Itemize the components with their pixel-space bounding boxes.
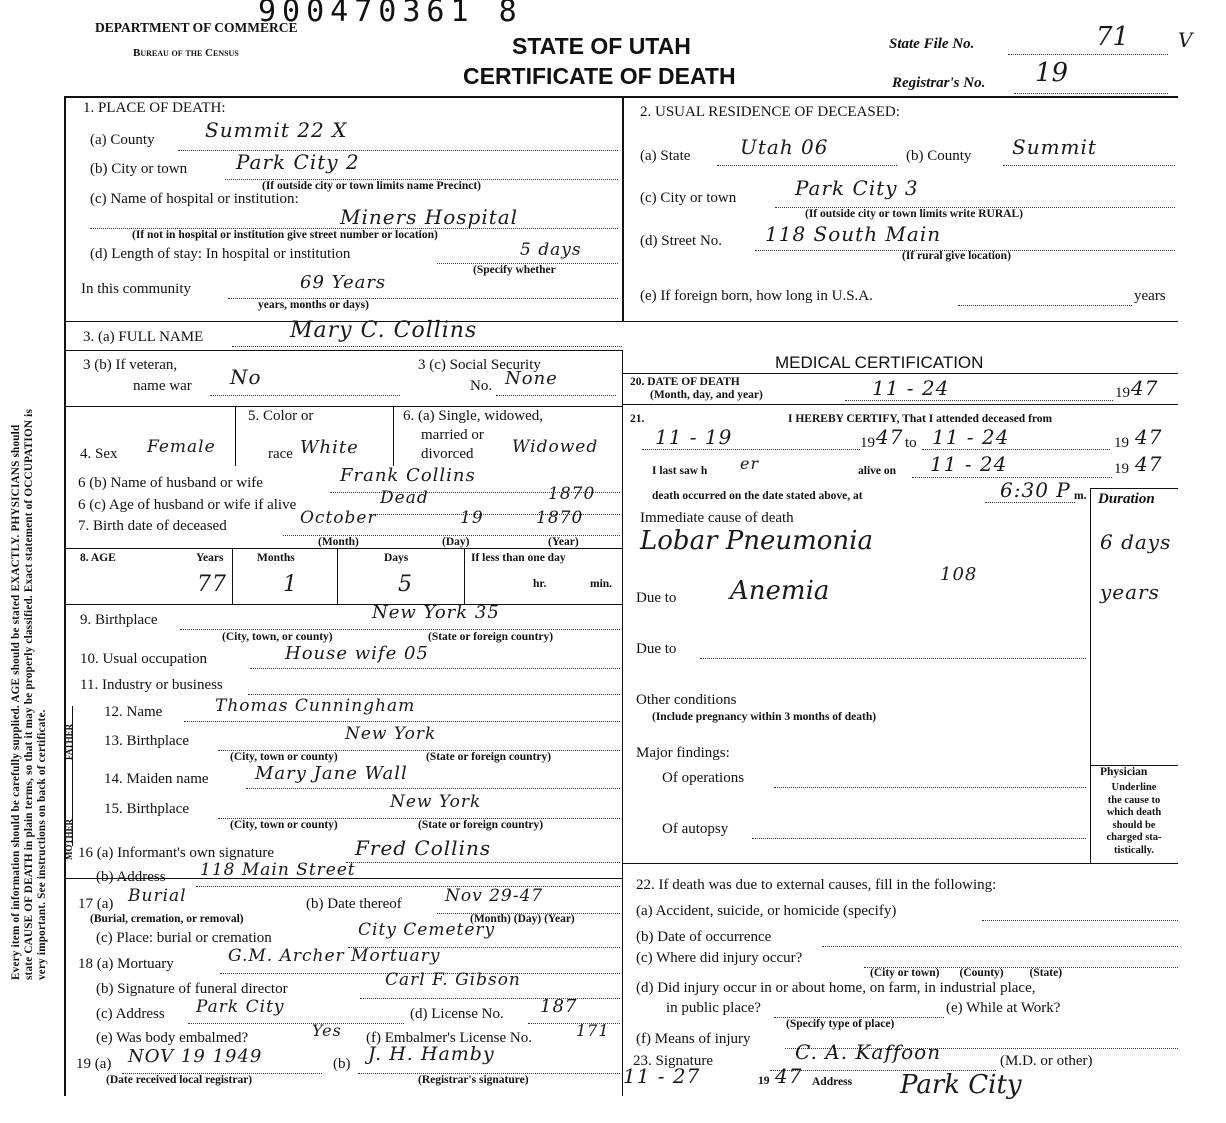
veteran-label-2: name war — [133, 378, 192, 394]
received-date: NOV 19 1949 — [128, 1046, 263, 1067]
community-value: 69 Years — [300, 272, 387, 293]
margin-instructions — [8, 120, 48, 980]
serial-number: 900470361 8 — [258, 0, 523, 29]
stay-value: 5 days — [520, 240, 582, 260]
res-city-label: (c) City or town — [640, 190, 737, 206]
sig-year: 47 — [775, 1064, 803, 1088]
alive-on: 11 - 24 — [930, 452, 1008, 476]
immediate-duration: 6 days — [1100, 530, 1172, 554]
medical-head: MEDICAL CERTIFICATION — [775, 353, 984, 372]
age-under-day-label: If less than one day — [471, 552, 566, 564]
burial-date-note: (Month) (Day) (Year) — [470, 913, 575, 925]
to-label: to — [905, 435, 917, 451]
burial-type-note: (Burial, cremation, or removal) — [90, 913, 244, 925]
age-label: 8. AGE — [80, 552, 116, 564]
ssn-label-1: 3 (c) Social Security — [418, 357, 541, 373]
death-year-prefix: 19 — [1115, 385, 1130, 401]
external-d1: (d) Did injury occur in or about home, on farm, in industrial place, — [636, 980, 1036, 996]
burial-type: Burial — [128, 886, 187, 906]
res-city: Park City 3 — [795, 176, 919, 200]
father-birth: New York — [345, 724, 437, 744]
external-head: 22. If death was due to external causes, fill in the following: — [636, 877, 997, 893]
sig-title: (M.D. or other) — [1000, 1053, 1093, 1069]
mortuary-value: G.M. Archer Mortuary — [228, 946, 441, 966]
state-title: STATE OF UTAH — [512, 33, 691, 59]
father-side-label: FATHER — [64, 723, 74, 760]
from-year-prefix: 19 — [860, 435, 875, 451]
alive-year: 47 — [1135, 452, 1163, 476]
death-time: 6:30 P — [1000, 478, 1071, 502]
age-days-label: Days — [384, 552, 409, 564]
informant-addr-label: (b) Address — [96, 869, 166, 885]
industry-label: 11. Industry or business — [80, 677, 223, 693]
husband-value: Frank Collins — [340, 465, 476, 486]
fullname-value: Mary C. Collins — [290, 318, 478, 343]
registrar-sig-note: (Registrar's signature) — [418, 1074, 529, 1086]
external-d2: in public place? — [666, 1000, 761, 1016]
husband-label: 6 (b) Name of husband or wife — [78, 475, 263, 491]
death-time-suffix: m. — [1074, 490, 1087, 502]
embalmer-label: (f) Embalmer's License No. — [366, 1030, 532, 1046]
sex-value: Female — [147, 437, 216, 457]
to-year: 47 — [1135, 425, 1163, 449]
informant-sig: Fred Collins — [355, 836, 492, 860]
duration-label: Duration — [1098, 491, 1155, 507]
certificate-title: CERTIFICATE OF DEATH — [463, 63, 736, 89]
informant-label: 16 (a) Informant's own signature — [78, 845, 274, 861]
physician-note: Underline the cause to which death should be charged sta- tistically. — [1106, 782, 1162, 856]
community-label: In this community — [81, 281, 191, 297]
external-c-note: (City or town) (County) (State) — [870, 967, 1063, 979]
color-label-2: race — [268, 446, 293, 462]
father-note-city: (City, town or county) — [230, 751, 338, 763]
last-saw-label: I last saw h — [652, 465, 708, 477]
from-year: 47 — [876, 425, 904, 449]
birth-year: 1870 — [536, 508, 584, 528]
age-months: 1 — [283, 572, 298, 597]
death-date-label: 20. DATE OF DEATH — [630, 376, 740, 388]
res-street: 118 South Main — [765, 222, 942, 246]
sig-address-label: Address — [812, 1076, 853, 1088]
occupation-value: House wife 05 — [285, 643, 429, 664]
burial-address-label: (c) Address — [96, 1006, 165, 1022]
age-min-label: min. — [590, 578, 613, 590]
community-note: years, months or days) — [258, 299, 369, 311]
burial-date-label: (b) Date thereof — [306, 896, 402, 912]
sig-year-prefix: 19 — [758, 1075, 770, 1087]
age-hr-label: hr. — [533, 578, 547, 590]
informant-addr: 118 Main Street — [200, 860, 356, 880]
birth-day: 19 — [460, 508, 484, 528]
due1-code: 108 — [940, 564, 978, 585]
external-c: (c) Where did injury occur? — [636, 950, 803, 966]
major-label: Major findings: — [636, 745, 730, 761]
file-no: 71 — [1096, 22, 1130, 52]
res-state-label: (a) State — [640, 148, 691, 164]
ssn-value: None — [505, 368, 558, 389]
birthplace-note-2: (State or foreign country) — [428, 631, 554, 643]
due1-value: Anemia — [730, 576, 830, 606]
age-years: 77 — [197, 572, 227, 597]
res-street-label: (d) Street No. — [640, 233, 723, 249]
husband-year: 1870 — [548, 484, 596, 504]
city-value: Park City 2 — [236, 150, 360, 174]
director-label: (b) Signature of funeral director — [96, 981, 288, 997]
embalmed-value: Yes — [312, 1021, 342, 1040]
foreign-unit: years — [1134, 288, 1166, 304]
color-label-1: 5. Color or — [248, 408, 314, 424]
foreign-label: (e) If foreign born, how long in U.S.A. — [640, 288, 873, 304]
maiden-label: 14. Maiden name — [104, 771, 209, 787]
alive-year-prefix: 19 — [1114, 461, 1129, 477]
res-state: Utah 06 — [740, 135, 829, 159]
alive-label: alive on — [858, 465, 897, 477]
immediate-cause: Lobar Pneumonia — [640, 526, 873, 556]
marital-label-1: 6. (a) Single, widowed, — [403, 408, 543, 424]
stay-label: (d) Length of stay: In hospital or institution — [90, 246, 351, 262]
city-label: (b) City or town — [90, 161, 188, 177]
age-days: 5 — [398, 572, 413, 597]
other-note: (Include pregnancy within 3 months of death) — [652, 711, 877, 723]
father-birth-label: 13. Birthplace — [104, 733, 189, 749]
received-label: 19 (a) — [76, 1056, 112, 1072]
external-f: (f) Means of injury — [636, 1031, 751, 1047]
county-value: Summit 22 X — [205, 118, 348, 142]
registrar-sig: J. H. Hamby — [368, 1043, 495, 1065]
res-street-note: (If rural give location) — [902, 250, 1011, 262]
department: DEPARTMENT OF COMMERCE — [95, 20, 298, 35]
marital-label-2: married or — [421, 427, 484, 443]
margin-line-3: very important. See instructions on back of certificate. — [36, 709, 48, 980]
external-b: (b) Date of occurrence — [636, 929, 772, 945]
last-saw-mark: er — [740, 454, 760, 473]
birth-sub-month: (Month) — [318, 536, 359, 548]
veteran-value: No — [230, 365, 262, 389]
physician-sig: C. A. Kaffoon — [795, 1040, 942, 1064]
birthplace-note-1: (City, town, or county) — [222, 631, 333, 643]
death-date: 11 - 24 — [872, 376, 950, 400]
received-note: (Date received local registrar) — [106, 1074, 253, 1086]
mortuary-label: 18 (a) Mortuary — [78, 956, 174, 972]
operations-label: Of operations — [662, 770, 745, 786]
burial-type-label: 17 (a) — [78, 896, 114, 912]
place-head: 1. PLACE OF DEATH: — [83, 100, 226, 116]
husband-age-value: Dead — [380, 488, 429, 508]
physician-note-head: Physician — [1100, 766, 1148, 778]
father-name-label: 12. Name — [104, 704, 163, 720]
hospital-note: (If not in hospital or institution give street number or location) — [132, 229, 438, 241]
res-county: Summit — [1012, 135, 1097, 159]
veteran-label-1: 3 (b) If veteran, — [83, 357, 178, 373]
mother-birth: New York — [390, 792, 482, 812]
burial-date: Nov 29-47 — [445, 886, 544, 906]
attended-from: 11 - 19 — [655, 425, 733, 449]
license-label: (d) License No. — [410, 1006, 504, 1022]
burial-place-label: (c) Place: burial or cremation — [96, 930, 272, 946]
age-years-label: Years — [196, 552, 224, 564]
registrar-no: 19 — [1035, 58, 1069, 88]
sig-label: 23. Signature — [633, 1053, 713, 1069]
external-a: (a) Accident, suicide, or homicide (specify) — [636, 903, 897, 919]
mother-name: Mary Jane Wall — [255, 763, 408, 784]
mother-note-city: (City, town or county) — [230, 819, 338, 831]
mother-birth-label: 15. Birthplace — [104, 801, 189, 817]
sex-label: 4. Sex — [80, 446, 118, 462]
birth-label: 7. Birth date of deceased — [78, 518, 227, 534]
external-type-note: (Specify type of place) — [786, 1018, 895, 1030]
age-months-label: Months — [257, 552, 295, 564]
bureau: Bureau of the Census — [133, 47, 239, 59]
fullname-label: 3. (a) FULL NAME — [83, 329, 204, 345]
embalmer-no: 171 — [576, 1021, 610, 1040]
birth-sub-day: (Day) — [442, 536, 470, 548]
death-year: 47 — [1131, 376, 1159, 400]
autopsy-label: Of autopsy — [662, 821, 729, 837]
sig-address: Park City — [900, 1070, 1022, 1100]
occupation-label: 10. Usual occupation — [80, 651, 208, 667]
city-note: (If outside city or town limits name Precinct) — [262, 180, 481, 192]
other-label: Other conditions — [636, 692, 737, 708]
external-e: (e) While at Work? — [946, 1000, 1061, 1016]
burial-address: Park City — [196, 997, 285, 1017]
hospital-label: (c) Name of hospital or institution: — [90, 191, 299, 207]
burial-place: City Cemetery — [358, 920, 496, 940]
father-name: Thomas Cunningham — [215, 696, 416, 716]
certify-text: I HEREBY CERTIFY, That I attended deceased from — [788, 413, 1053, 425]
mother-note-state: (State or foreign country) — [418, 819, 544, 831]
father-note-state: (State or foreign country) — [426, 751, 552, 763]
husband-age-label: 6 (c) Age of husband or wife if alive — [78, 497, 297, 513]
license-value: 187 — [540, 996, 578, 1017]
birth-sub-year: (Year) — [548, 536, 579, 548]
mother-side-label: MOTHER — [64, 818, 74, 860]
county-label: (a) County — [90, 132, 155, 148]
immediate-label: Immediate cause of death — [640, 510, 794, 526]
due1-label: Due to — [636, 590, 677, 606]
margin-line-1: Every item of information should be carefully supplied. AGE should be stated EXACTLY. PHYSICIANS should — [10, 424, 22, 980]
sig-date: 11 - 27 — [623, 1064, 701, 1088]
file-mark: V — [1178, 28, 1194, 52]
stay-note: (Specify whether — [473, 264, 556, 276]
death-date-note: (Month, day, and year) — [650, 389, 763, 401]
occurred-label: death occurred on the date stated above, at — [652, 490, 863, 502]
file-no-label: State File No. — [889, 36, 975, 52]
director-sig: Carl F. Gibson — [385, 970, 521, 990]
embalmed-label: (e) Was body embalmed? — [96, 1030, 249, 1046]
ssn-label-2: No. — [470, 378, 493, 394]
res-city-note: (If outside city or town limits write RURAL) — [805, 208, 1023, 220]
due2-label: Due to — [636, 641, 677, 657]
marital-label-3: divorced — [421, 446, 474, 462]
birthplace-value: New York 35 — [372, 602, 500, 623]
to-year-prefix: 19 — [1114, 435, 1129, 451]
color-value: White — [300, 437, 359, 458]
marital-value: Widowed — [512, 437, 599, 457]
birthplace-label: 9. Birthplace — [80, 612, 158, 628]
registrar-sig-label: (b) — [333, 1056, 351, 1072]
attended-to: 11 - 24 — [932, 425, 1010, 449]
registrar-label: Registrar's No. — [892, 75, 986, 91]
margin-line-2: state CAUSE OF DEATH in plain terms, so that it may be properly classified. Exact statement of OCCUPATION is — [23, 409, 35, 980]
due1-duration: years — [1100, 580, 1160, 604]
hospital-value: Miners Hospital — [340, 205, 519, 229]
certify-num: 21. — [630, 413, 645, 425]
res-county-label: (b) County — [906, 148, 972, 164]
residence-head: 2. USUAL RESIDENCE OF DECEASED: — [640, 104, 900, 120]
birth-month: October — [300, 508, 377, 528]
